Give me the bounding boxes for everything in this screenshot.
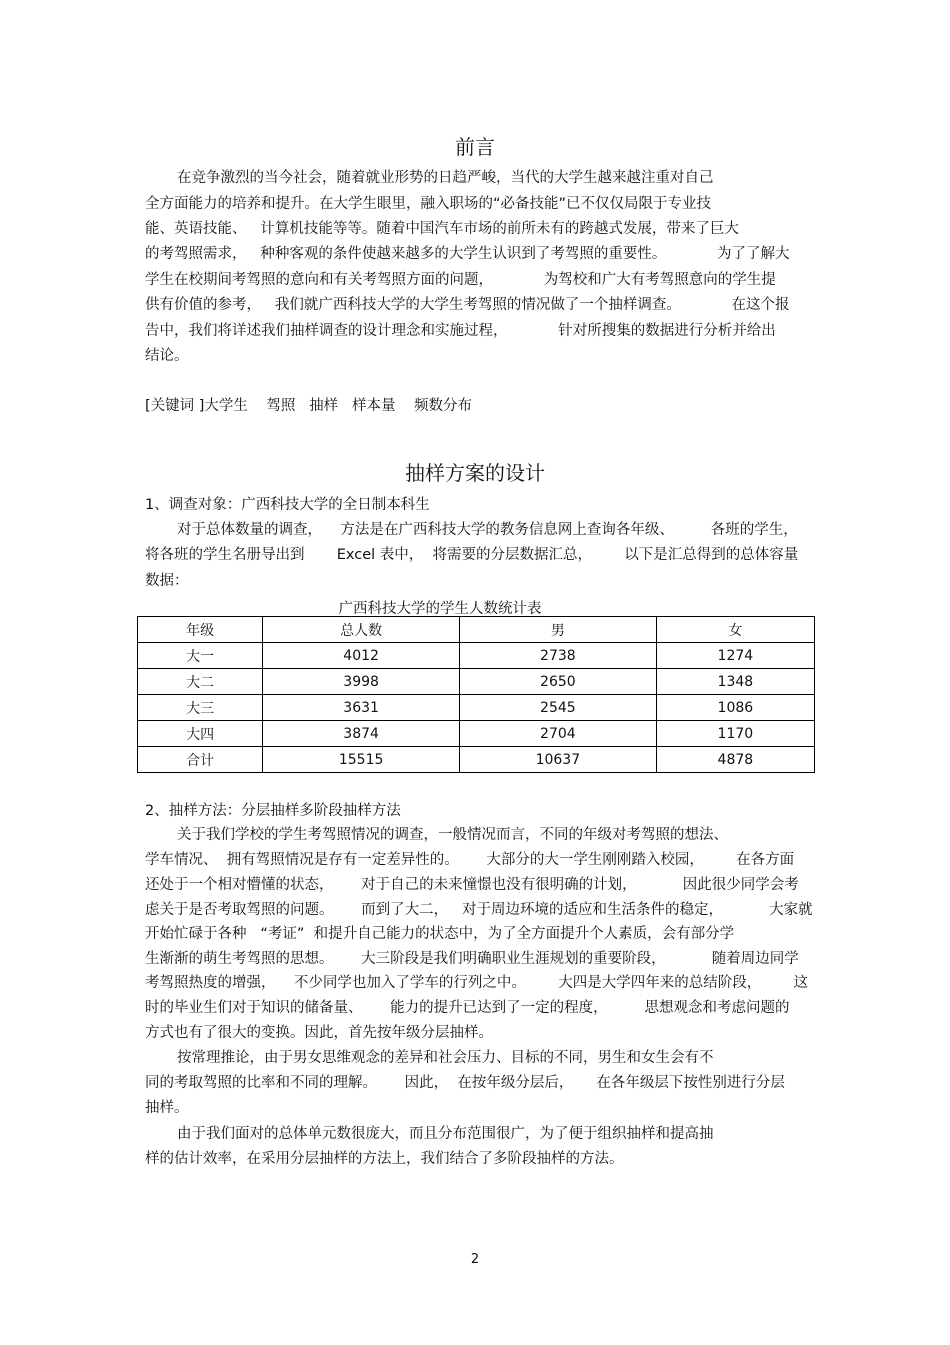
keywords: [关键词 ]大学生 驾照 抽样 样本量 频数分布 <box>145 398 472 414</box>
item2-line: 抽样。 <box>145 1100 189 1116</box>
item1-line: 数据： <box>145 573 189 589</box>
table-total-row <box>138 747 815 773</box>
item2-line: 还处于一个相对懵懂的状态， 对于自己的未来憧憬也没有很明确的计划， 因此很少同学会考 <box>145 877 799 893</box>
preface-line: 全方面能力的培养和提升。在大学生眼里，融入职场的“必备技能”已不仅仅局限于专业技 <box>145 196 712 212</box>
preface-title: 前言 <box>455 135 495 159</box>
item2-line: 开始忙碌于各种 “考证” 和提升自己能力的状态中，为了全方面提升个人素质，会有部分学 <box>145 926 735 942</box>
preface-line: 供有价值的参考， 我们就广西科技大学的大学生考驾照的情况做了一个抽样调查。 在这个报 <box>145 297 790 313</box>
table-caption: 广西科技大学的学生人数统计表 <box>338 601 542 617</box>
cell-male: 10637 <box>459 747 656 773</box>
section-title: 抽样方案的设计 <box>405 461 545 485</box>
table-header-row <box>138 617 815 643</box>
preface-line: 结论。 <box>145 348 189 364</box>
preface-line: 在竞争激烈的当今社会，随着就业形势的日趋严峻，当代的大学生越来越注重对自己 <box>177 170 714 186</box>
item2-line: 由于我们面对的总体单元数很庞大，而且分布范围很广，为了便于组织抽样和提高抽 <box>177 1126 714 1142</box>
item2-line: 时的毕业生们对于知识的储备量、 能力的提升已达到了一定的程度， 思想观念和考虑问题的 <box>145 1000 790 1016</box>
cell-grade: 合计 <box>138 747 263 773</box>
item2-line: 学车情况、 拥有驾照情况是存有一定差异性的。 大部分的大一学生刚刚踏入校园， 在各方面 <box>145 852 795 868</box>
cell-total: 3631 <box>263 695 460 721</box>
cell-total: 3998 <box>263 669 460 695</box>
preface-line: 的考驾照需求， 种种客观的条件使越来越多的大学生认识到了考驾照的重要性。 为了了解大 <box>145 246 790 262</box>
cell-female: 1086 <box>656 695 814 721</box>
cell-female: 1170 <box>656 721 814 747</box>
table-row <box>138 695 815 721</box>
preface-line: 告中，我们将详述我们抽样调查的设计理念和实施过程， 针对所搜集的数据进行分析并给出 <box>145 323 776 339</box>
table-row <box>138 643 815 669</box>
cell-female: 1274 <box>656 643 814 669</box>
item2-line: 虑关于是否考取驾照的问题。 而到了大二， 对于周边环境的适应和生活条件的稳定， 大家就 <box>145 902 813 918</box>
cell-male: 2738 <box>459 643 656 669</box>
cell-male: 2545 <box>459 695 656 721</box>
header-grade: 年级 <box>138 617 263 643</box>
cell-female: 4878 <box>656 747 814 773</box>
header-total: 总人数 <box>263 617 460 643</box>
item1-line: 对于总体数量的调查， 方法是在广西科技大学的教务信息网上查询各年级、 各班的学生， <box>177 522 798 538</box>
page-number: 2 <box>470 1252 480 1267</box>
item2-line: 方式也有了很大的变换。因此，首先按年级分层抽样。 <box>145 1025 493 1041</box>
header-male: 男 <box>459 617 656 643</box>
preface-line: 能、英语技能、 计算机技能等等。随着中国汽车市场的前所未有的跨越式发展，带来了巨大 <box>145 221 739 237</box>
item2-line: 关于我们学校的学生考驾照情况的调查，一般情况而言，不同的年级对考驾照的想法、 <box>177 827 728 843</box>
cell-grade: 大三 <box>138 695 263 721</box>
item2-line: 按常理推论，由于男女思维观念的差异和社会压力、目标的不同，男生和女生会有不 <box>177 1050 714 1066</box>
item2-line: 同的考取驾照的比率和不同的理解。 因此， 在按年级分层后， 在各年级层下按性别进行分层 <box>145 1075 785 1091</box>
table-row <box>138 669 815 695</box>
item1-heading: 1、调查对象：广西科技大学的全日制本科生 <box>145 497 430 513</box>
cell-total: 3874 <box>263 721 460 747</box>
item2-heading: 2、抽样方法：分层抽样多阶段抽样方法 <box>145 803 401 819</box>
student-count-table <box>137 616 815 773</box>
cell-total: 4012 <box>263 643 460 669</box>
table-row <box>138 721 815 747</box>
cell-male: 2704 <box>459 721 656 747</box>
cell-grade: 大二 <box>138 669 263 695</box>
item1-line: 将各班的学生名册导出到 Excel 表中， 将需要的分层数据汇总， 以下是汇总得到的总体容量 <box>145 547 799 563</box>
cell-grade: 大四 <box>138 721 263 747</box>
item2-line: 样的估计效率，在采用分层抽样的方法上，我们结合了多阶段抽样的方法。 <box>145 1151 624 1167</box>
cell-female: 1348 <box>656 669 814 695</box>
item2-line: 生渐渐的萌生考驾照的思想。 大三阶段是我们明确职业生涯规划的重要阶段， 随着周边同学 <box>145 951 799 967</box>
cell-grade: 大一 <box>138 643 263 669</box>
item2-line: 考驾照热度的增强， 不少同学也加入了学车的行列之中。 大四是大学四年来的总结阶段， 这 <box>145 975 808 991</box>
cell-total: 15515 <box>263 747 460 773</box>
header-female: 女 <box>656 617 814 643</box>
cell-male: 2650 <box>459 669 656 695</box>
preface-line: 学生在校期间考驾照的意向和有关考驾照方面的问题， 为驾校和广大有考驾照意向的学生提 <box>145 272 776 288</box>
